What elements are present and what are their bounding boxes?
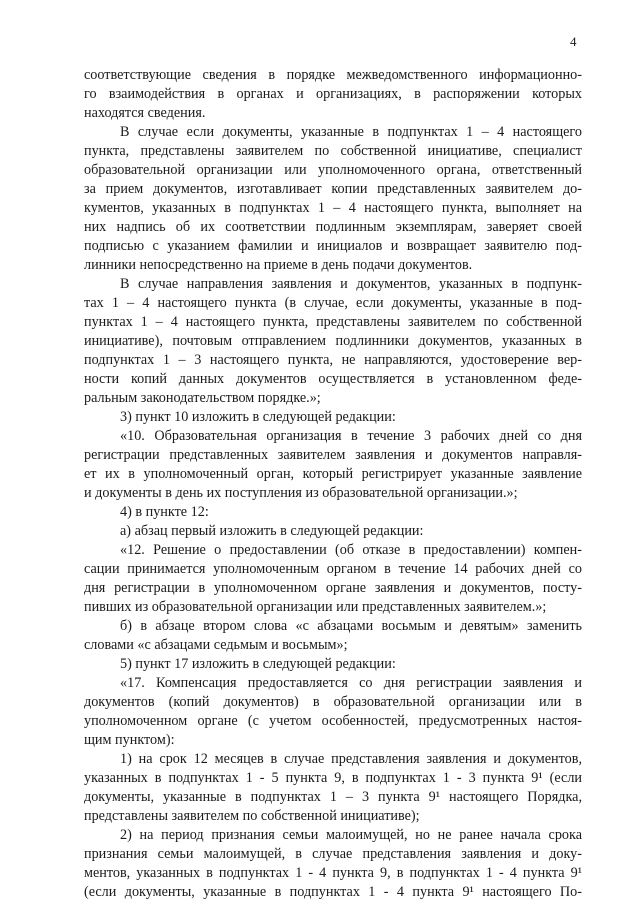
paragraph [84,275,582,408]
text-line: уполномоченном органе (с учетом особенностей, предусмотренных настоя- [84,713,582,729]
text-line: ральным законодательством порядке.»; [84,390,321,406]
text-line: В случае направления заявления и документов, указанных в подпунк- [120,276,582,292]
paragraph [84,427,582,503]
text-line: 5) пункт 17 изложить в следующей редакции: [120,656,396,672]
text-line: и документы в день их поступления из образовательной организации.»; [84,485,518,501]
text-line: «12. Решение о предоставлении (об отказе в предоставлении) компен- [120,542,582,558]
text-line: щим пунктом): [84,732,175,748]
text-line: сации принимается уполномоченным органом в течение 14 рабочих дней со [84,561,582,577]
text-line: кументов, указанных в подпунктах 1 – 4 настоящего пункта, выполняет на [84,200,582,216]
text-line: представлены заявителем по собственной инициативе); [84,808,420,824]
text-line: 4) в пункте 12: [120,504,209,520]
text-line: подписью с указанием фамилии и инициалов и возвращает заявителю под- [84,238,582,254]
text-line: соответствующие сведения в порядке межведомственного информационно- [84,67,582,83]
text-line: находятся сведения. [84,105,206,121]
paragraph [84,617,582,655]
text-line: инициативе), почтовым отправлением подлинники документов, указанных в [84,333,582,349]
text-line: ности копий данных документов осуществляется в установленном феде- [84,371,582,387]
paragraph [84,541,582,617]
paragraph [84,826,582,902]
text-line: 3) пункт 10 изложить в следующей редакции: [120,409,396,425]
text-line: регистрации представленных заявителем заявления и документов направля- [84,447,582,463]
paragraph [84,408,582,427]
text-line: линники непосредственно на приеме в день подачи документов. [84,257,473,273]
text-line: 1) на срок 12 месяцев в случае представления заявления и документов, [120,751,582,767]
text-line: документы, указанные в подпунктах 1 – 3 пункта 9¹ настоящего Порядка, [84,789,582,805]
page-number: 4 [570,34,577,49]
paragraph [84,503,582,522]
document-body [84,66,582,902]
paragraph [84,522,582,541]
paragraph [84,66,582,123]
text-line: го взаимодействия в органах и организациях, в распоряжении которых [84,86,582,102]
text-line: дня регистрации в уполномоченном органе заявления и документов, посту- [84,580,582,596]
text-line: б) в абзаце втором слова «с абзацами восьмым и девятым» заменить [120,618,582,634]
text-line: словами «с абзацами седьмым и восьмым»; [84,637,348,653]
text-line: пивших из образовательной организации или представленных заявителем.»; [84,599,547,615]
paragraph [84,123,582,275]
text-line: а) абзац первый изложить в следующей редакции: [120,523,424,539]
text-line: образовательной организации или уполномоченного органа, ответственный [84,162,582,178]
text-line: (если документы, указанные в подпунктах 1 - 4 пункта 9¹ настоящего По- [84,884,582,900]
text-line: признания семьи малоимущей, в случае представления заявления и доку- [84,846,582,862]
text-line: «17. Компенсация предоставляется со дня регистрации заявления и [120,675,582,691]
text-line: них надпись об их соответствии подлинным экземплярам, заверяет своей [84,219,582,235]
text-line: ментов, указанных в подпунктах 1 - 4 пункта 9, в подпунктах 1 - 4 пункта 9¹ [84,865,582,881]
text-line: указанных в подпунктах 1 - 5 пункта 9, в подпунктах 1 - 3 пункта 9¹ (если [84,770,582,786]
text-line: за прием документов, изготавливает копии представленных заявителем до- [84,181,582,197]
text-line: 2) на период признания семьи малоимущей, но не ранее начала срока [120,827,582,843]
text-line: В случае если документы, указанные в подпунктах 1 – 4 настоящего [120,124,582,140]
paragraph [84,750,582,826]
text-line: ет их в уполномоченный орган, который регистрирует указанные заявление [84,466,582,482]
text-line: подпунктах 1 – 3 настоящего пункта, не направляются, удостоверение вер- [84,352,582,368]
text-line: тах 1 – 4 настоящего пункта (в случае, если документы, указанные в под- [84,295,582,311]
text-line: пунктах 1 – 4 настоящего пункта, представлены заявителем по собственной [84,314,582,330]
paragraph [84,655,582,674]
paragraph [84,674,582,750]
text-line: документов (копий документов) в образовательной организации или в [84,694,582,710]
text-line: «10. Образовательная организация в течение 3 рабочих дней со дня [120,428,582,444]
text-line: пункта, представлены заявителем по собственной инициативе, специалист [84,143,582,159]
